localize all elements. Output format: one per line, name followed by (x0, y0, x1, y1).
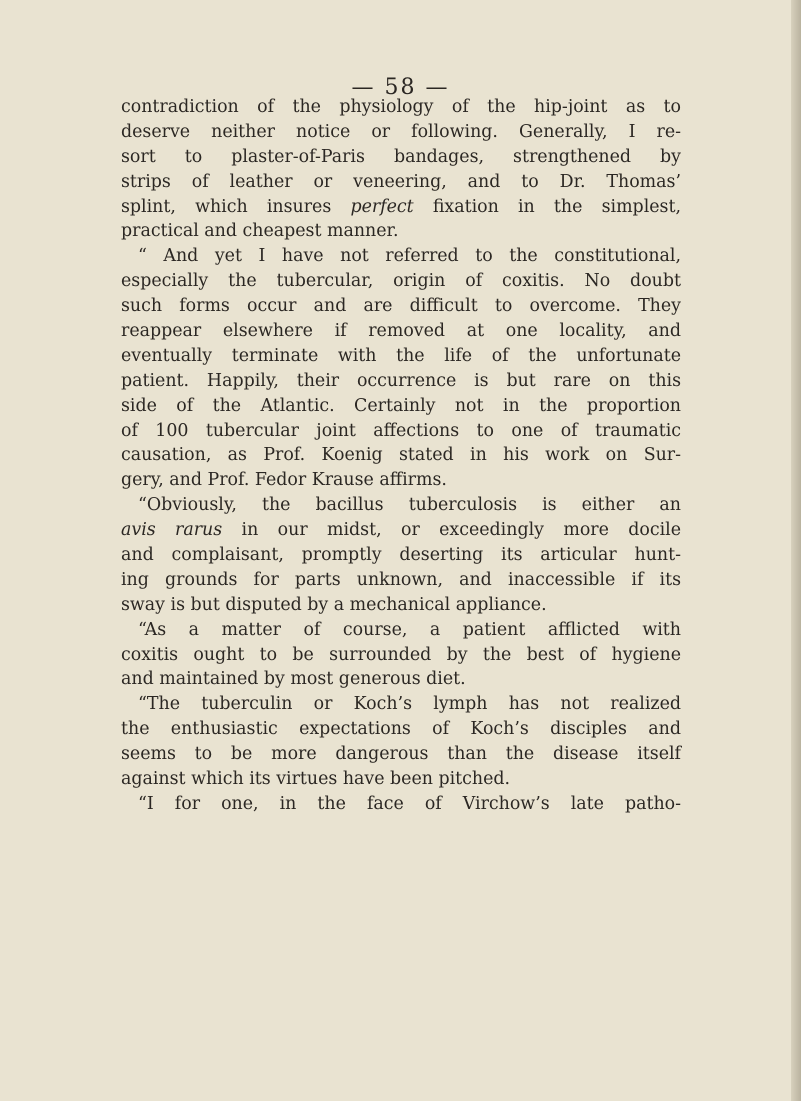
text-run: splint, which insures (121, 196, 351, 217)
text-line: and complaisant, promptly deserting its articular hunt- (121, 545, 681, 566)
text-line: seems to be more dangerous than the disease itself (121, 744, 681, 765)
text-line: reappear elsewhere if removed at one locality, and (121, 321, 681, 342)
text-line: strips of leather or veneering, and to Dr. Thomas’ (121, 171, 681, 192)
text-line: such forms occur and are difficult to overcome. They (121, 296, 681, 317)
text-line: against which its virtues have been pitched. (121, 769, 511, 790)
text-line: patient. Happily, their occurrence is but rare on this (121, 370, 681, 391)
body-text (121, 95, 681, 817)
page-edge (791, 0, 801, 1101)
paragraph-start-line: “As a matter of course, a patient afflicted with (138, 619, 681, 640)
paragraph-start-line: “I for one, in the face of Virchow’s late patho- (138, 793, 681, 814)
text-line: the enthusiastic expectations of Koch’s disciples and (121, 719, 681, 740)
paragraph-start-line: “The tuberculin or Koch’s lymph has not realized (138, 694, 681, 715)
italic-text: avis rarus (121, 520, 223, 541)
text-line: side of the Atlantic. Certainly not in the proportion (121, 395, 681, 416)
paragraph-start-line: “ And yet I have not referred to the constitutional, (138, 246, 681, 267)
text-line: eventually terminate with the life of the unfortunate (121, 345, 681, 366)
text-line: practical and cheapest manner. (121, 221, 399, 242)
text-line: sway is but disputed by a mechanical appliance. (121, 594, 547, 615)
text-run: fixation in the simplest, (413, 196, 681, 217)
italic-text: perfect (350, 196, 414, 217)
text-line: of 100 tubercular joint affections to one of traumatic (121, 420, 681, 441)
text-line: ing grounds for parts unknown, and inaccessible if its (121, 569, 681, 590)
paragraph-start-line: “Obviously, the bacillus tuberculosis is either an (138, 495, 681, 516)
text-line: gery, and Prof. Fedor Krause affirms. (121, 470, 447, 491)
text-line: and maintained by most generous diet. (121, 669, 466, 690)
text-line: contradiction of the physiology of the hip-joint as to (121, 97, 681, 117)
text-line: sort to plaster-of-Paris bandages, strengthened by (121, 146, 681, 167)
text-line: coxitis ought to be surrounded by the best of hygiene (121, 644, 681, 665)
text-line: deserve neither notice or following. Generally, I re- (121, 121, 681, 142)
page-number: — 58 — (351, 75, 450, 100)
text-line: causation, as Prof. Koenig stated in his work on Sur- (121, 445, 681, 466)
text-line (121, 195, 681, 220)
text-run: in our midst, or exceedingly more docile (222, 520, 682, 541)
text-line: especially the tubercular, origin of coxitis. No doubt (121, 271, 681, 292)
text-line (121, 518, 681, 543)
